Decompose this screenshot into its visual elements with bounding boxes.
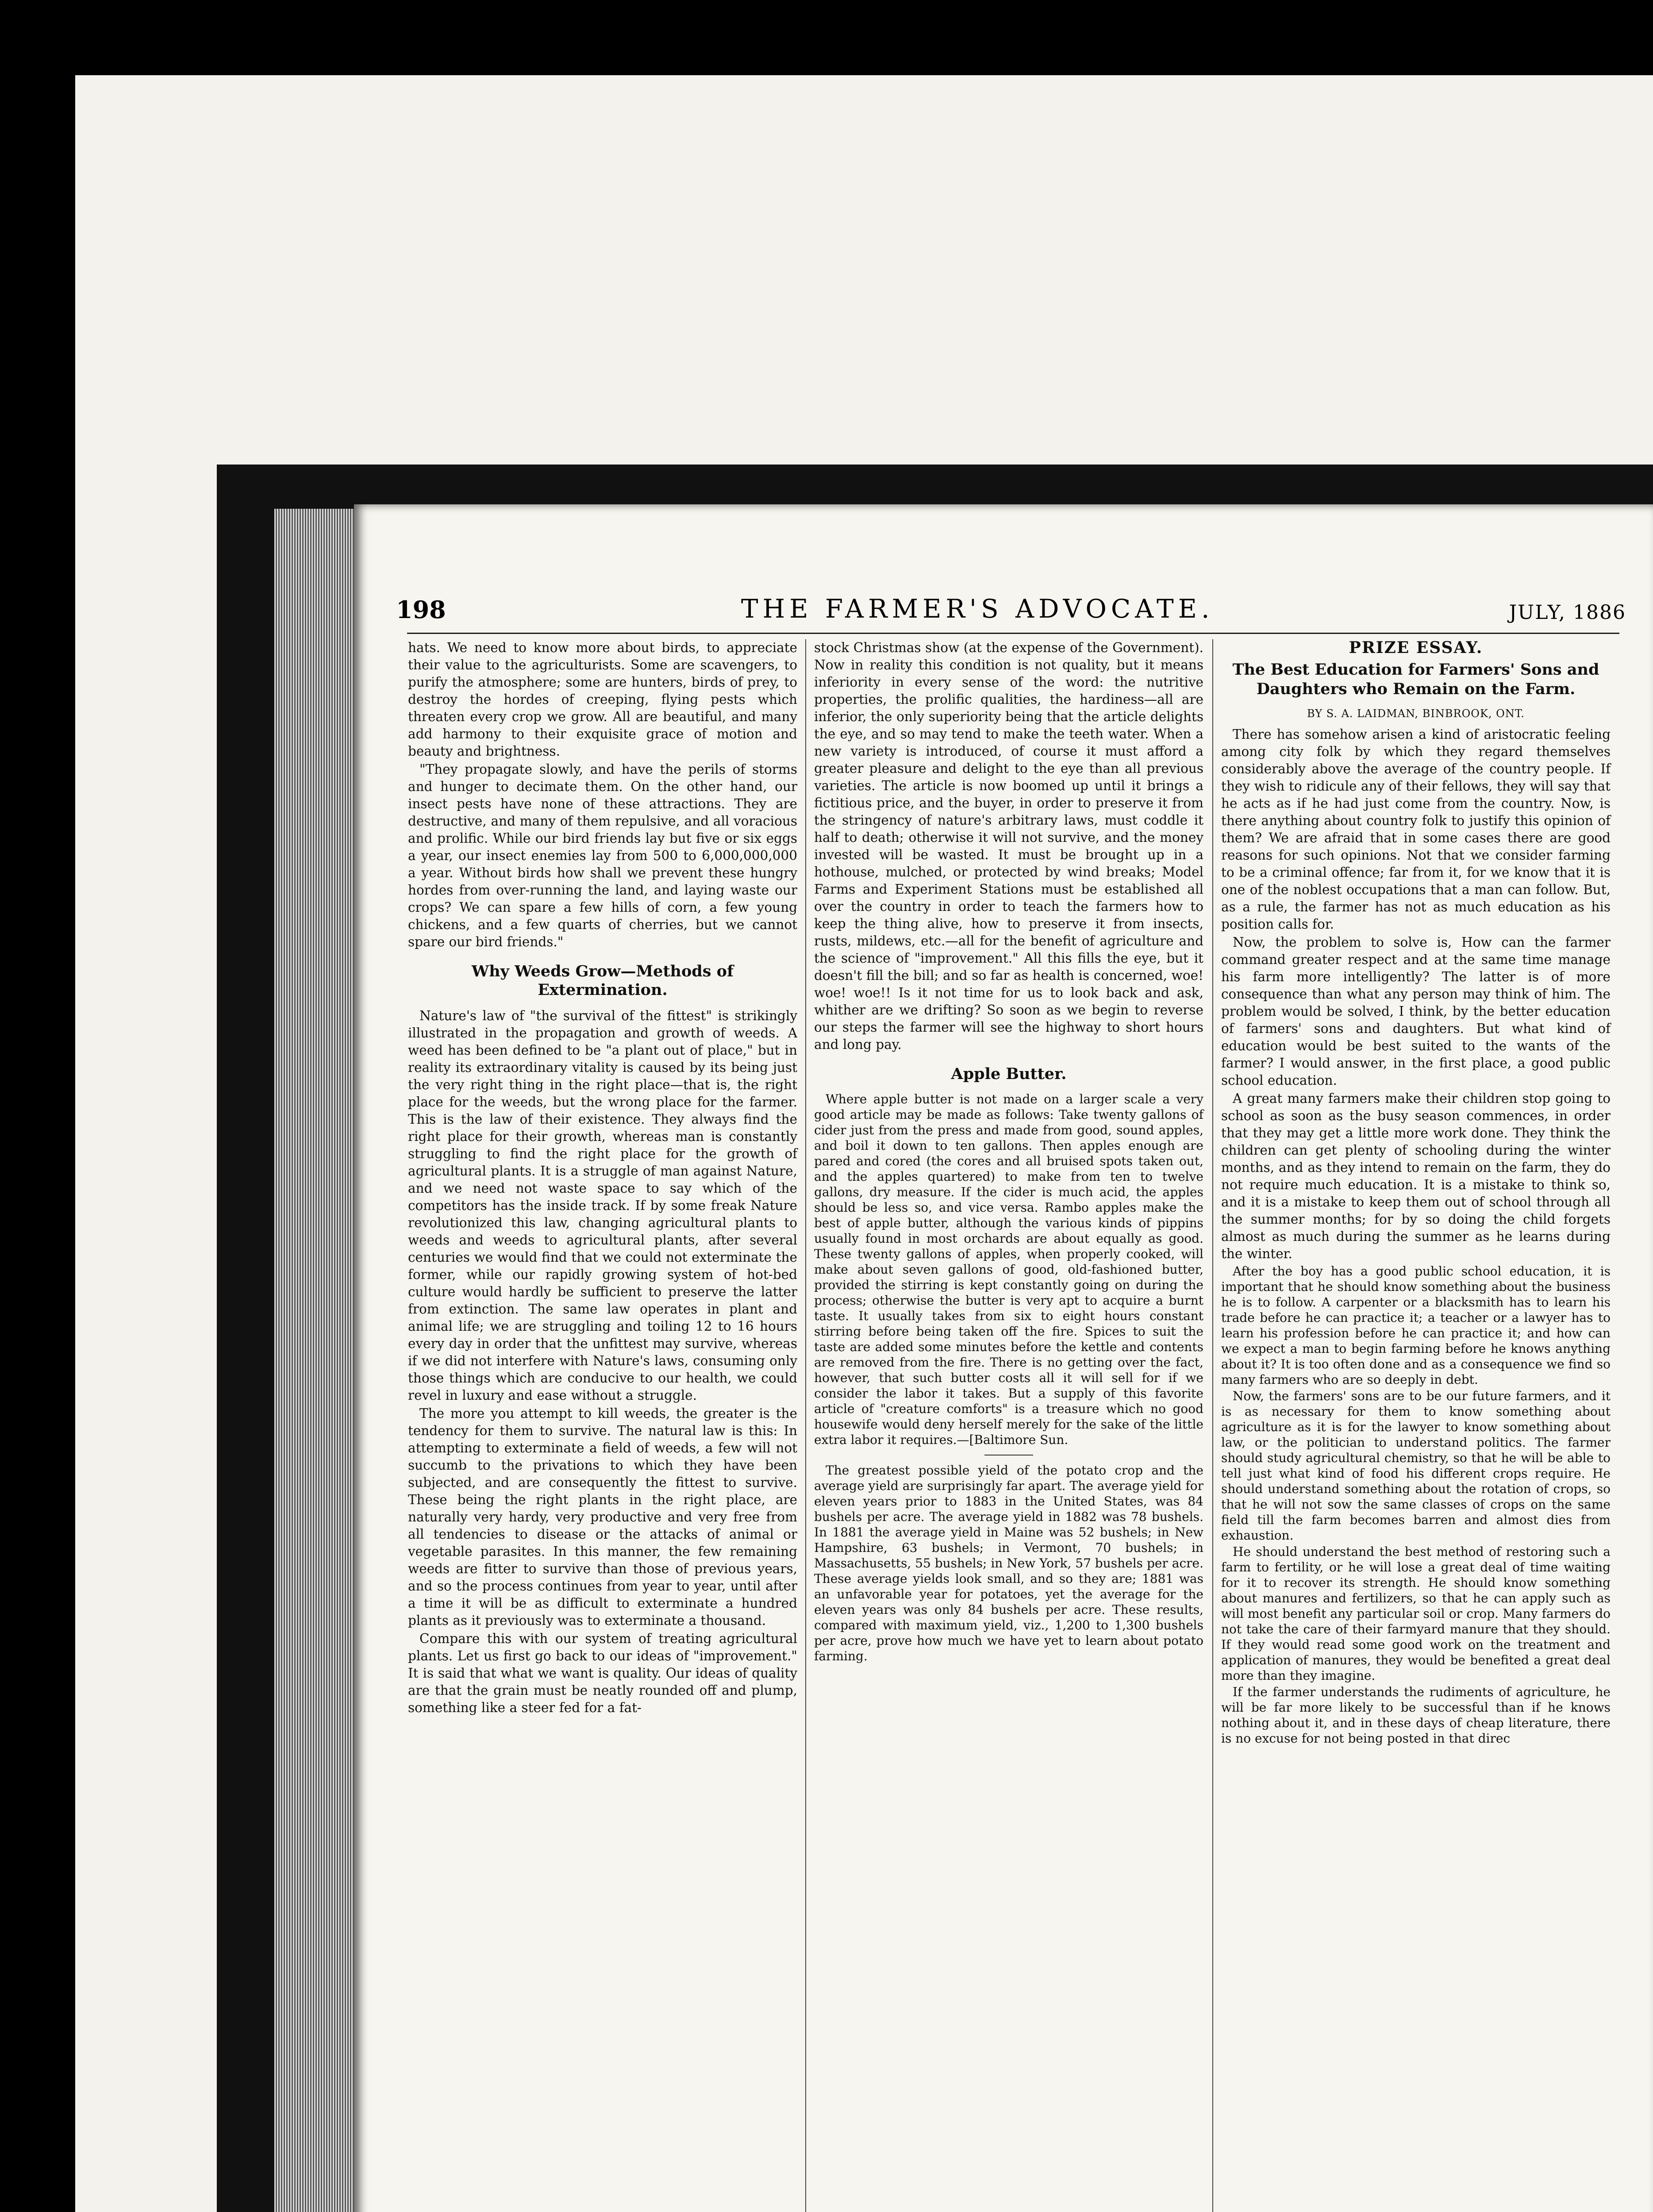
weeds-heading: Why Weeds Grow—Methods of Extermination. [471, 962, 734, 999]
apple-butter-paragraph: Where apple butter is not made on a larger scale a very good article may be made as follows: Take twenty gallons of cider just from the press and made from good, sound apples, and boil it down to ten gallons. Then apples enough are pared and cored (the cores and all bruised spots taken out, and the apples quartered) to make from ten to twelve gallons, dry measure. If the cider is much acid, the apples should be less so, and vice versa. Rambo apples make the best of apple butter, although the various kinds of pippins usually found in most orchards are about equally as good. These twenty gallons of apples, when properly cooked, will make about seven gallons of good, old-fashioned butter, provided the stirring is kept constantly going on during the process; otherwise the butter is very apt to acquire a burnt taste. It usually takes from six to eight hours constant stirring before being taken off the fire. Spices to suit the taste are added some minutes before the kettle and contents are removed from the fire. There is no getting over the fact, however, that such butter costs all it will sell for if we consider the labor it takes. But a supply of this favorite article of "creature comforts" is a treasure which no good housewife would deny herself merely for the sake of the little extra labor it requires.—[Baltimore Sun. [814, 1092, 1203, 1447]
weeds-paragraph-2: The more you attempt to kill weeds, the greater is the tendency for them to survive. The natural law is this: In attempting to exterminate a field of weeds, a few will not succumb to the privations to which they have been subjected, and are consequently the fittest to survive. These being the right plants in the right place, are naturally very hardy, very productive and very free from all tendencies to disease or the attacks of animal or vegetable parasites. In this manner, the few remaining weeds are fitter to survive than those of previous years, and so the process continues from year to year, until after a time it will be as difficult to exterminate a hundred plants as it previously was to exterminate a thousand. [408, 1406, 797, 1628]
birds-paragraph-2: "They propagate slowly, and have the perils of storms and hunger to decimate them. On the other hand, our insect pests have none of these attractions. They are destructive, and many of them repulsive, and all voracious and prolific. While our bird friends lay but five or six eggs a year, our insect enemies lay from 500 to 6,000,000,000 a year. Without birds how shall we prevent these hungry hordes from over-running the land, and laying waste our crops? We can spare a few hills of corn, a few young chickens, and a few quarts of cherries, but we cannot spare our bird friends." [408, 762, 797, 949]
essay-paragraph-3: A great many farmers make their children stop going to school as soon as the busy season commences, in order that they may get a little more work done. They think the children can get plenty of schooling during the winter months, and as they intend to remain on the farm, they do not require much education. It is a mistake to think so, and it is a mistake to keep them out of school through all the summer months; for by so doing the child forgets almost as much during the summer as he learns during the winter. [1221, 1091, 1611, 1261]
essay-title: The Best Education for Farmers' Sons and Daughters who Remain on the Farm. [1232, 661, 1599, 698]
essay-paragraph-7: If the farmer understands the rudiments of agriculture, he will be far more likely to be successful than if he knows nothing about it, and in these days of cheap literature, there is no excuse for not being posted in that direc [1221, 1685, 1611, 1746]
apple-butter-heading: Apple Butter. [951, 1065, 1067, 1083]
potato-paragraph: The greatest possible yield of the potato crop and the average yield are surprisingly far apart. The average yield for eleven years prior to 1883 in the United States, was 84 bushels per acre. The average yield in 1882 was 78 bushels. In 1881 the average yield in Maine was 52 bushels; in New Hampshire, 63 bushels; in Vermont, 70 bushels; in Massachusetts, 55 bushels; in New York, 57 bushels per acre. These average yields look small, and so they are; 1881 was an unfavorable year for potatoes, yet the average for the eleven years was only 84 bushels per acre. These results, compared with maximum yield, viz., 1,200 to 1,300 bushels per acre, prove how much we have yet to learn about potato farming. [814, 1463, 1203, 1663]
column-divider-1 [805, 639, 806, 2212]
publication-title: THE FARMER'S ADVOCATE. [741, 594, 1214, 624]
masthead-rule [407, 633, 1619, 634]
issue-date: JULY, 1886 [1509, 601, 1626, 624]
page-edges [274, 509, 354, 2212]
column-2 [814, 639, 1203, 1665]
column-1 [408, 639, 797, 1717]
column-divider-2 [1212, 639, 1213, 2212]
prize-essay-heading: PRIZE ESSAY. [1349, 638, 1483, 657]
weeds-continued: stock Christmas show (at the expense of the Government). Now in reality this condition is not quality, but it means inferiority in every sense of the word: the nutritive properties, the prolific qualities, the hardiness—all are inferior, the only superiority being that the article delights the eye, and so may tend to make the teeth water. When a new variety is introduced, of course it must afford a greater pleasure and delight to the eye than all previous varieties. The article is now boomed up until it brings a fictitious price, and the buyer, in order to preserve it from the stringency of nature's arbitrary laws, must coddle it half to death; otherwise it will not survive, and the money invested will be wasted. It must be brought up in a hothouse, mulched, or protected by wind breaks; Model Farms and Experiment Stations must be established all over the country in order to teach the farmers how to keep the thing alive, how to preserve it from insects, rusts, mildews, etc.—all for the benefit of agriculture and the science of "improvement." All this fills the eye, but it doesn't fill the bill; and so far as health is concerned, woe! woe! woe!! Is it not time for us to look back and ask, whither are we drifting? So soon as we begin to reverse our steps the farmer will see the highway to short hours and long pay. [814, 640, 1203, 1052]
column-3 [1221, 639, 1611, 1747]
newspaper-page [354, 504, 1653, 2212]
page-number: 198 [396, 595, 446, 624]
essay-paragraph-5: Now, the farmers' sons are to be our future farmers, and it is as necessary for them to know something about agriculture as it is for the lawyer to know something about law, or the politician to understand politics. The farmer should study agricultural chemistry, so that he will be able to tell just what kind of food his different crops require. He should understand something about the rotation of crops, so that he will not sow the same classes of crops on the same field till the farm becomes barren and almost dies from exhaustion. [1221, 1389, 1611, 1543]
essay-paragraph-2: Now, the problem to solve is, How can the farmer command greater respect and at the same time manage his farm more intelligently? The latter is of more consequence than what any person may think of him. The problem would be solved, I think, by the better education of farmers' sons and daughters. But what kind of education would be best suited to the wants of the farmer? I would answer, in the first place, a good public school education. [1221, 935, 1611, 1088]
weeds-paragraph-3: Compare this with our system of treating agricultural plants. Let us first go back to our ideas of "improvement." It is said that what we want is quality. Our ideas of quality are that the grain must be neatly rounded off and plump, something like a steer fed for a fat- [408, 1631, 797, 1715]
essay-paragraph-1: There has somehow arisen a kind of aristocratic feeling among city folk by which they regard themselves considerably above the average of the country people. If they wish to ridicule any of their fellows, they will say that he acts as if he had just come from the country. Now, is there anything about country folk to justify this opinion of them? We are afraid that in some cases there are good reasons for such opinions. Not that we consider farming to be a criminal offence; far from it, for we know that it is one of the noblest occupations that a man can follow. But, as a rule, the farmer has not as much education as his position calls for. [1221, 727, 1611, 932]
masthead [396, 593, 1626, 624]
birds-paragraph-1: hats. We need to know more about birds, to appreciate their value to the agriculturists. Some are scavengers, to purify the atmosphere; some are hunters, birds of prey, to destroy the hordes of creeping, flying pests which threaten every crop we grow. All are beautiful, and many add harmony to their exquisite grace of motion and beauty and brightness. [408, 640, 797, 759]
essay-paragraph-4: After the boy has a good public school education, it is important that he should know something about the business he is to follow. A carpenter or a blacksmith has to learn his trade before he can practice it; a teacher or a lawyer has to learn his profession before he can practice it; and how can we expect a man to begin farming before he knows anything about it? It is too often done and as a consequence we find so many farmers who are so deeply in debt. [1221, 1264, 1611, 1387]
essay-byline: BY S. A. LAIDMAN, BINBROOK, ONT. [1307, 707, 1525, 720]
essay-paragraph-6: He should understand the best method of restoring such a farm to fertility, or he will lose a great deal of time waiting for it to recover its strength. He should know something about manures and fertilizers, so that he can apply such as will most benefit any particular soil or crop. Many farmers do not take the care of their farmyard manure that they should. If they would read some good work on the treatment and application of manures, they would be benefited a great deal more than they imagine. [1221, 1544, 1611, 1683]
weeds-paragraph-1: Nature's law of "the survival of the fittest" is strikingly illustrated in the propagation and growth of weeds. A weed has been defined to be "a plant out of place," but in reality its extraordinary vitality is caused by its being just the very right thing in the right place—that is, the right place for the weeds, but the wrong place for the farmer. This is the law of their existence. They always find the right place for their growth, whereas man is constantly struggling to find the right place for the growth of agricultural plants. It is a struggle of man against Nature, and we need not waste space to say which of the competitors has the inside track. If by some freak Nature revolutionized this law, changing agricultural plants to weeds and weeds to agricultural plants, after several centuries we would find that we could not exterminate the former, while our rapidly growing system of hot-bed culture would hardly be sufficient to preserve the latter from extinction. The same law operates in plant and animal life; we are struggling and toiling 12 to 16 hours every day in order that the unfittest may survive, whereas if we did not interfere with Nature's laws, consuming only those things which are conducive to our health, we could revel in luxury and ease without a struggle. [408, 1008, 797, 1403]
